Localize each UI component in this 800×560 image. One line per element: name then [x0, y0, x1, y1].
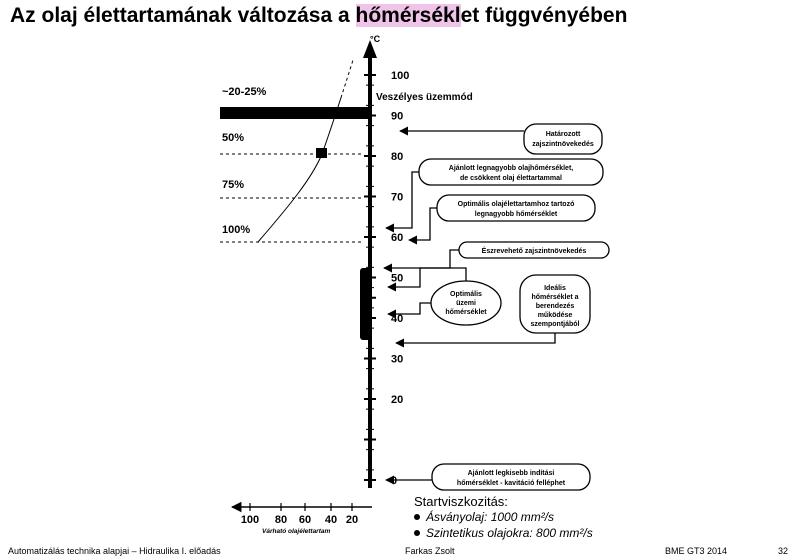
footer-course: Automatizálás technika alapjai – Hidraulika I. előadás: [8, 546, 221, 556]
legend-title: Startviszkozitás:: [414, 494, 508, 509]
annotation-line: hőmérséklet - kavitáció felléphet: [456, 480, 566, 487]
curve-marker: [316, 148, 327, 158]
temperature-tick-label: 0: [391, 475, 398, 487]
annotation-line: Határozott: [545, 131, 581, 138]
annotation-line: Optimális: [450, 291, 482, 298]
title-text-end: et függvényében: [460, 4, 628, 27]
annotation-box: [524, 124, 602, 154]
temperature-tick-label: 70: [391, 191, 404, 204]
annotation-line: Optimális olajélettartamhoz tartozó: [457, 201, 575, 208]
percent-label: 75%: [222, 179, 245, 191]
annotation-line: Ajánlott legnagyobb olajhőmérséklet,: [448, 165, 574, 172]
startup-viscosity-legend: [414, 494, 593, 540]
footer-page-number: 32: [778, 546, 789, 556]
temperature-tick-label: 50: [391, 272, 404, 285]
percent-label: 100%: [222, 224, 251, 236]
footer: [0, 540, 800, 560]
temperature-tick-label: 30: [391, 353, 404, 366]
title-highlight: hőmérsékl: [355, 4, 461, 27]
annotation-line: Ajánlott legkisebb indítási: [467, 470, 555, 477]
legend-bullet: [414, 530, 420, 536]
annotation-noticeable-noise: [384, 242, 609, 268]
temperature-tick-label: 100: [391, 70, 410, 82]
annotation-min-startup: [386, 464, 590, 490]
lifetime-curve: [258, 60, 353, 242]
annotation-optimal-operating: [388, 268, 501, 325]
lifetime-tick-label: 80: [274, 514, 288, 526]
annotation-line: berendezés: [535, 303, 575, 310]
annotation-line: szempontjából: [530, 321, 580, 328]
temperature-tick-label: 80: [391, 151, 404, 163]
annotation-line: legnagyobb hőmérséklet: [474, 211, 558, 218]
title-text: Az olaj élettartamának változása a: [10, 4, 356, 27]
annotation-noise-threshold: [400, 124, 602, 154]
temperature-tick-label: 60: [391, 232, 404, 244]
danger-zone-label: Veszélyes üzemmód: [376, 92, 473, 103]
lifetime-tick-label: 20: [345, 514, 359, 526]
temperature-tick-label: 20: [391, 394, 404, 406]
percent-label: 50%: [222, 132, 245, 144]
footer-author: Farkas Zsolt: [405, 546, 455, 556]
legend-bullet: [414, 514, 420, 520]
annotation-line: zajszintnövekedés: [532, 141, 594, 148]
temperature-tick-label: 40: [391, 313, 404, 325]
lifetime-tick-label: 40: [324, 514, 338, 526]
legend-item: Ásványolaj: 1000 mm²/s: [426, 510, 555, 524]
legend-item: Szintetikus olajokra: 800 mm²/s: [426, 526, 593, 540]
danger-band: [220, 107, 372, 119]
annotation-line: Ideális: [544, 285, 566, 292]
annotation-line: üzemi: [456, 300, 476, 307]
axis-unit-label: °C: [370, 34, 381, 44]
optimal-range-bar: [360, 268, 372, 340]
temperature-tick-label: 90: [391, 110, 404, 123]
annotation-arrow: [384, 250, 459, 268]
annotation-arrow: [409, 208, 437, 240]
annotation-line: de csökkent olaj élettartammal: [460, 175, 562, 182]
percent-label: ~20-25%: [222, 86, 267, 98]
annotation-max-optimal: [409, 195, 595, 240]
lifetime-axis-label: Várható olajélettartam: [262, 528, 331, 535]
annotation-line: hőmérséklet: [445, 309, 487, 316]
lifetime-tick-label: 60: [298, 514, 312, 526]
annotation-line: működése: [537, 312, 573, 319]
annotation-line: Észrevehető zajszintnövekedés: [481, 248, 587, 255]
footer-department: BME GT3 2014: [665, 546, 728, 556]
annotation-line: hőmérséklet a: [531, 294, 579, 301]
annotation-arrow: [396, 333, 555, 343]
lifetime-tick-label: 100: [240, 514, 260, 526]
